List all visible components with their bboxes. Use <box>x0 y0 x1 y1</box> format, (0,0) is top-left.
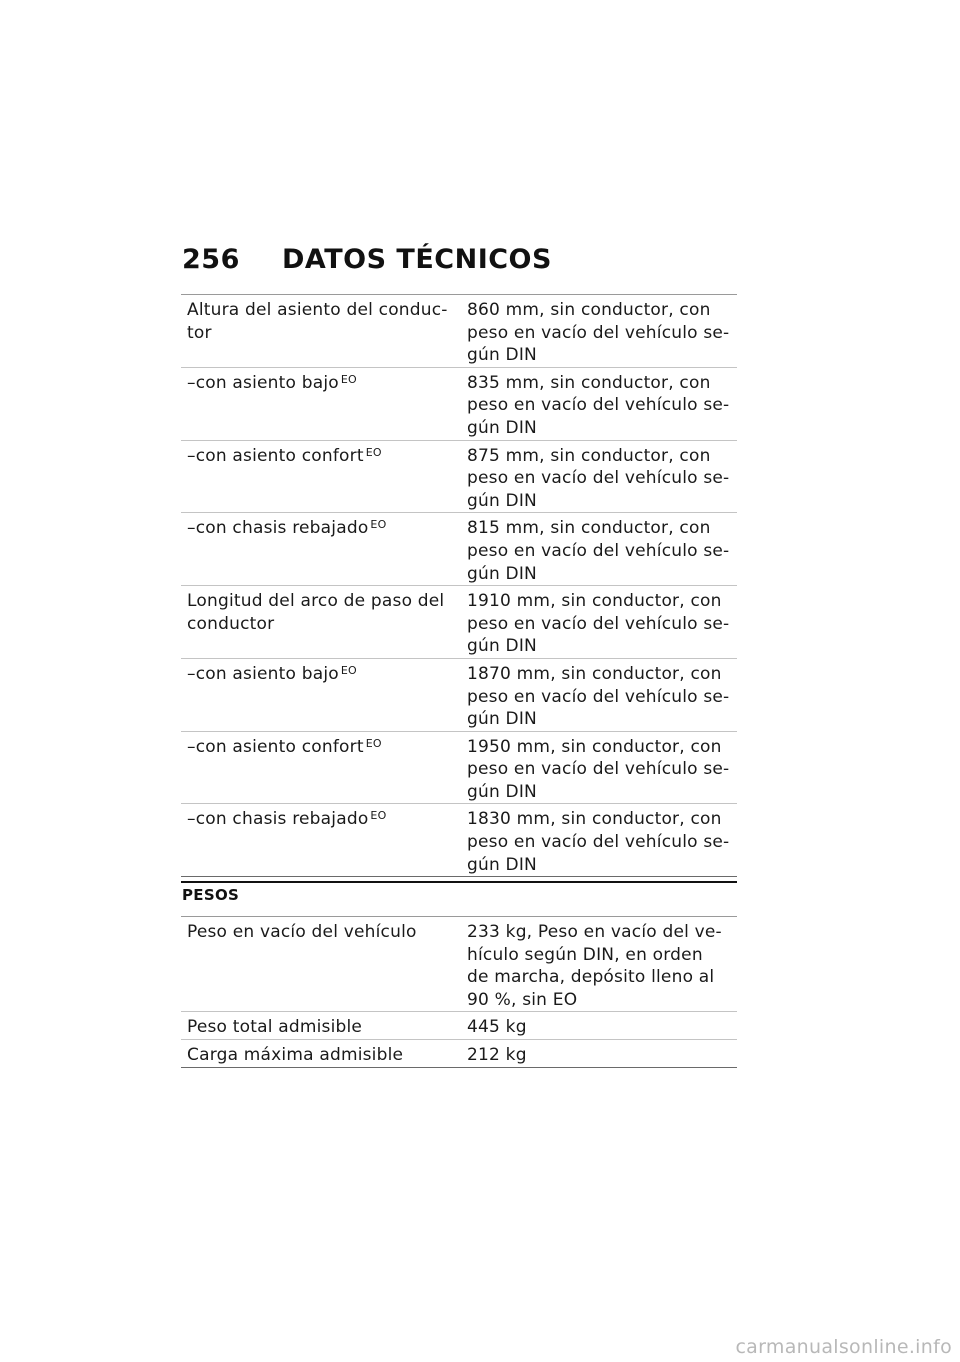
optional-equipment-marker: EO <box>365 445 382 459</box>
table-row <box>181 586 737 659</box>
spec-label-text: Peso en vacío del vehículo <box>187 922 417 942</box>
spec-label <box>181 1012 459 1040</box>
spec-value-text: 233 kg, Peso en vacío del ve- hículo según DIN, en orden de marcha, depósito lleno al 90 %, sin EO <box>467 922 722 1010</box>
spec-value-text: 212 kg <box>467 1044 527 1065</box>
chapter-title: DATOS TÉCNICOS <box>282 244 552 275</box>
spec-value <box>459 804 737 877</box>
table-row <box>181 804 737 877</box>
spec-label-text: –con asiento confort <box>187 736 364 757</box>
spec-value-text: 1870 mm, sin conductor, con peso en vacío del vehículo se- gún DIN <box>467 663 730 730</box>
spec-label <box>181 295 459 368</box>
spec-label <box>181 1039 459 1067</box>
spec-label-text: Longitud del arco de paso del conductor <box>187 591 445 634</box>
table-row <box>181 513 737 586</box>
spec-label <box>181 731 459 804</box>
spec-value-text: 1950 mm, sin conductor, con peso en vacío del vehículo se- gún DIN <box>467 736 730 802</box>
spec-value <box>459 1039 737 1067</box>
spec-value-text: 1830 mm, sin conductor, con peso en vacío del vehículo se- gún DIN <box>467 809 730 875</box>
spec-value-text: 875 mm, sin conductor, con peso en vacío del vehículo se- gún DIN <box>467 445 730 511</box>
spec-value-text: 1910 mm, sin conductor, con peso en vacío del vehículo se- gún DIN <box>467 591 730 657</box>
spec-label <box>181 513 459 586</box>
table-row <box>181 1012 737 1040</box>
table-row <box>181 731 737 804</box>
optional-equipment-marker: EO <box>365 736 382 750</box>
section-title-weights: PESOS <box>182 886 240 904</box>
table-row <box>181 295 737 368</box>
spec-label-text: Altura del asiento del conduc- tor <box>187 300 448 343</box>
spec-value <box>459 917 737 1012</box>
spec-label-text: Carga máxima admisible <box>187 1044 404 1065</box>
table-row <box>181 658 737 731</box>
table-row <box>181 917 737 1012</box>
table-row <box>181 440 737 513</box>
spec-label <box>181 586 459 659</box>
spec-label <box>181 367 459 440</box>
table-row <box>181 367 737 440</box>
spec-label-text: Peso total admisible <box>187 1017 363 1038</box>
page-header <box>182 244 552 275</box>
spec-value <box>459 367 737 440</box>
spec-label <box>181 804 459 877</box>
optional-equipment-marker: EO <box>370 518 387 532</box>
spec-value-text: 445 kg <box>467 1017 527 1038</box>
spec-value <box>459 295 737 368</box>
optional-equipment-marker: EO <box>340 663 357 677</box>
spec-value-text: 835 mm, sin conductor, con peso en vacío del vehículo se- gún DIN <box>467 372 730 438</box>
spec-label <box>181 440 459 513</box>
spec-label-text: –con asiento bajo <box>187 663 339 684</box>
spec-value <box>459 586 737 659</box>
spec-label-text: –con chasis rebajado <box>187 809 369 830</box>
spec-value <box>459 658 737 731</box>
spec-label-text: –con chasis rebajado <box>187 518 369 539</box>
spec-label-text: –con asiento confort <box>187 445 364 466</box>
spec-value <box>459 1012 737 1040</box>
table-row <box>181 1039 737 1067</box>
weights-table <box>181 916 737 1068</box>
spec-label <box>181 658 459 731</box>
section-divider <box>181 881 737 883</box>
seat-height-table <box>181 294 737 877</box>
spec-value-text: 815 mm, sin conductor, con peso en vacío del vehículo se- gún DIN <box>467 518 730 584</box>
spec-value <box>459 513 737 586</box>
optional-equipment-marker: EO <box>340 372 357 386</box>
spec-label-text: –con asiento bajo <box>187 372 339 393</box>
spec-value <box>459 440 737 513</box>
spec-value <box>459 731 737 804</box>
watermark: carmanualsonline.info <box>735 1336 952 1358</box>
optional-equipment-marker: EO <box>370 809 387 823</box>
page-number: 256 <box>182 244 240 275</box>
spec-label <box>181 917 459 1012</box>
spec-value-text: 860 mm, sin conductor, con peso en vacío del vehículo se- gún DIN <box>467 300 730 366</box>
